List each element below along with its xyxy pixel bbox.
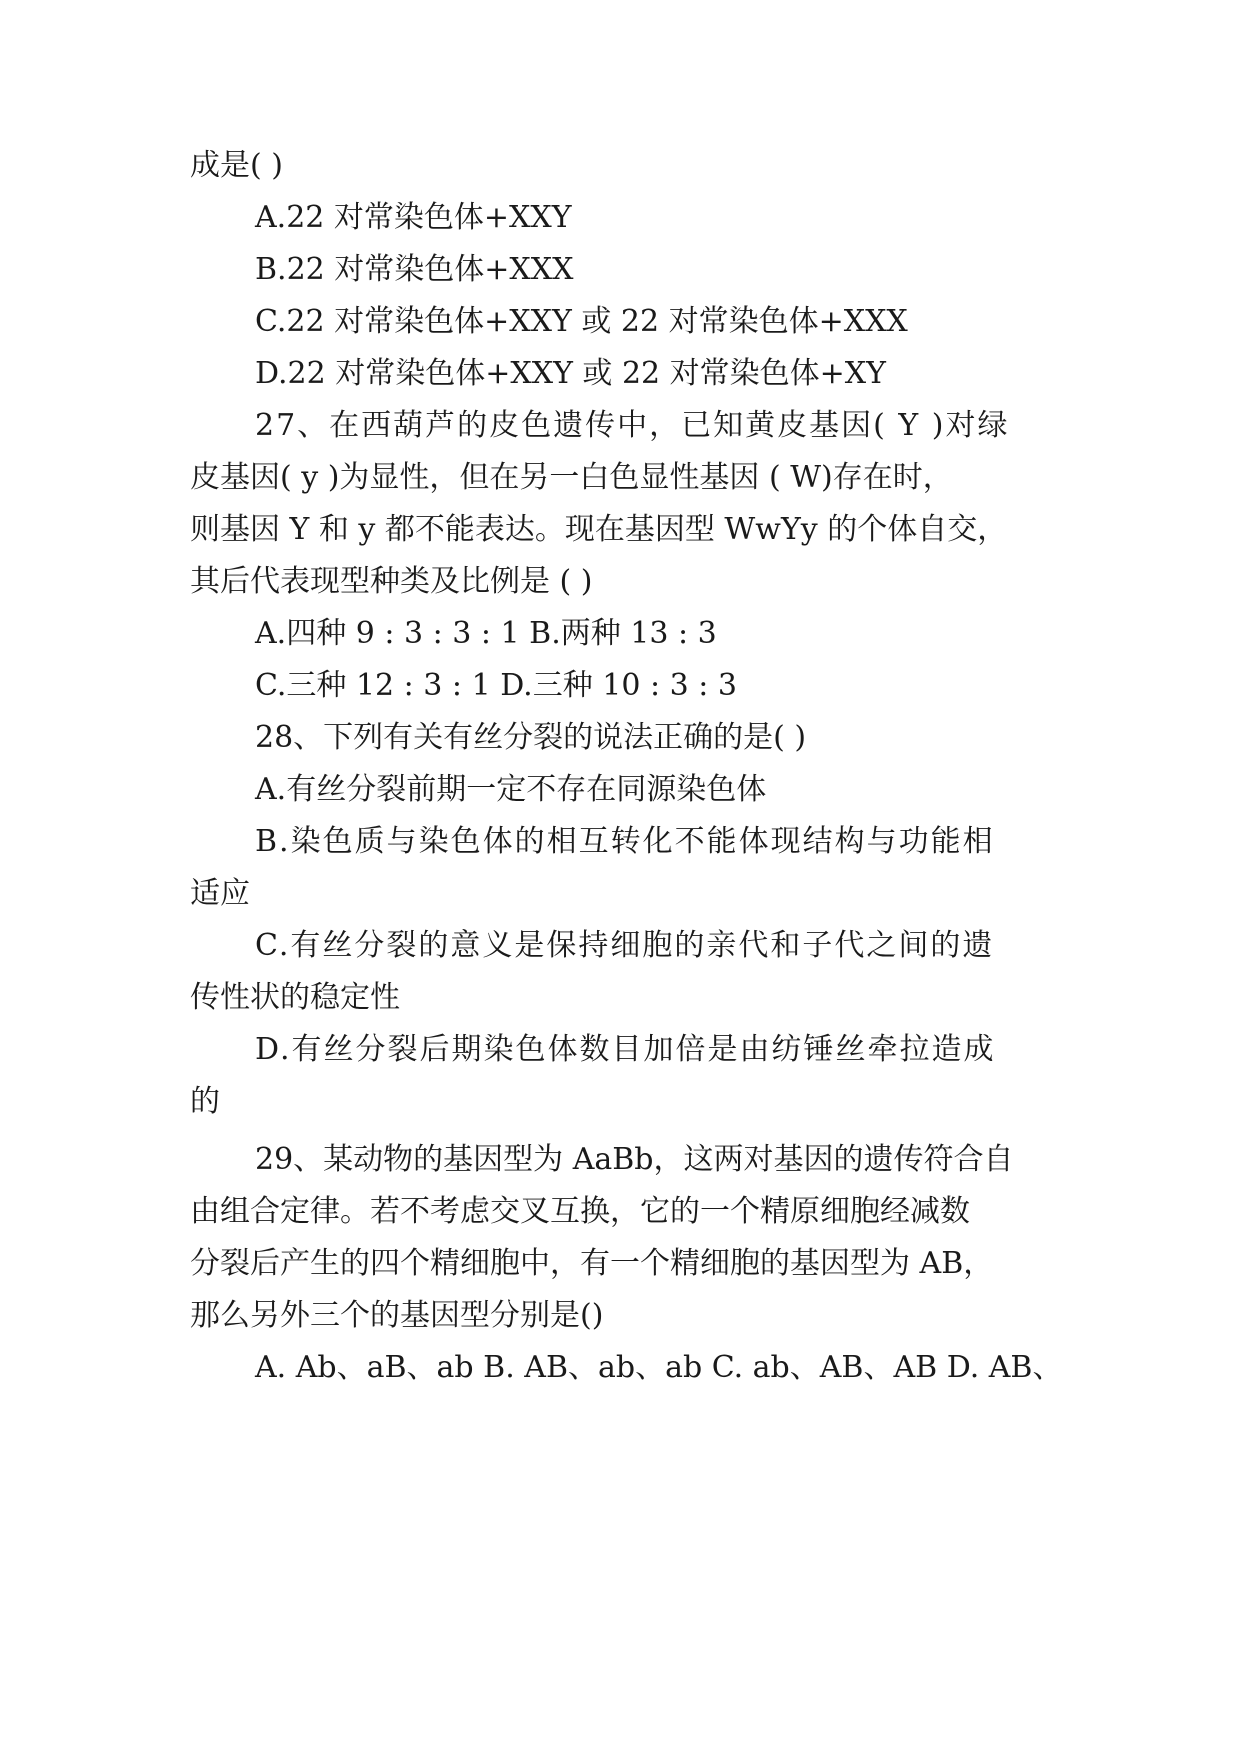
text-line-option-28b-line-1: B.染色质与染色体的相互转化不能体现结构与功能相 [255, 824, 995, 859]
text-line-question-27-line-1: 27、在西葫芦的皮色遗传中，已知黄皮基因( Y )对绿 [255, 408, 1010, 443]
text-line-option-26b: B.22 对常染色体+XXX [255, 252, 574, 287]
text-line-option-26d: D.22 对常染色体+XXY 或 22 对常染色体+XY [255, 356, 886, 391]
text-line-option-26c: C.22 对常染色体+XXY 或 22 对常染色体+XXX [255, 304, 908, 339]
text-line-option-26a: A.22 对常染色体+XXY [255, 200, 572, 235]
text-line-question-29-line-2: 由组合定律。若不考虑交叉互换，它的一个精原细胞经减数 [190, 1194, 970, 1229]
text-line-question-28: 28、下列有关有丝分裂的说法正确的是( ) [255, 720, 807, 755]
text-line-options-27ab: A.四种 9 : 3 : 3 : 1 B.两种 13 : 3 [255, 616, 717, 651]
text-line-question-29-line-1: 29、某动物的基因型为 AaBb，这两对基因的遗传符合自 [255, 1142, 1014, 1177]
text-line-question-29-line-4: 那么另外三个的基因型分别是() [190, 1298, 604, 1333]
text-line-options-27cd: C.三种 12 : 3 : 1 D.三种 10 : 3 : 3 [255, 668, 737, 703]
text-line-options-29: A. Ab、aB、ab B. AB、ab、ab C. ab、AB、AB D. AB、 [255, 1350, 1063, 1385]
text-line-option-28d-line-1: D.有丝分裂后期染色体数目加倍是由纺锤丝牵拉造成 [255, 1032, 996, 1067]
text-line-option-28a: A.有丝分裂前期一定不存在同源染色体 [255, 772, 767, 807]
text-line-option-28d-line-2: 的 [190, 1084, 220, 1119]
text-line-question-29-line-3: 分裂后产生的四个精细胞中，有一个精细胞的基因型为 AB， [190, 1246, 994, 1281]
text-line-option-28c-line-2: 传性状的稳定性 [190, 980, 400, 1015]
text-line-option-28b-line-2: 适应 [190, 876, 250, 911]
text-line-question-27-line-4: 其后代表现型种类及比例是 ( ) [190, 564, 593, 599]
text-line-question-27-line-2: 皮基因( y )为显性，但在另一白色显性基因 ( W)存在时， [190, 460, 953, 495]
text-line-question-26-stem-end: 成是( ) [190, 148, 283, 183]
text-line-option-28c-line-1: C.有丝分裂的意义是保持细胞的亲代和子代之间的遗 [255, 928, 995, 963]
text-line-question-27-line-3: 则基因 Y 和 y 都不能表达。现在基因型 WwYy 的个体自交， [190, 512, 1008, 547]
